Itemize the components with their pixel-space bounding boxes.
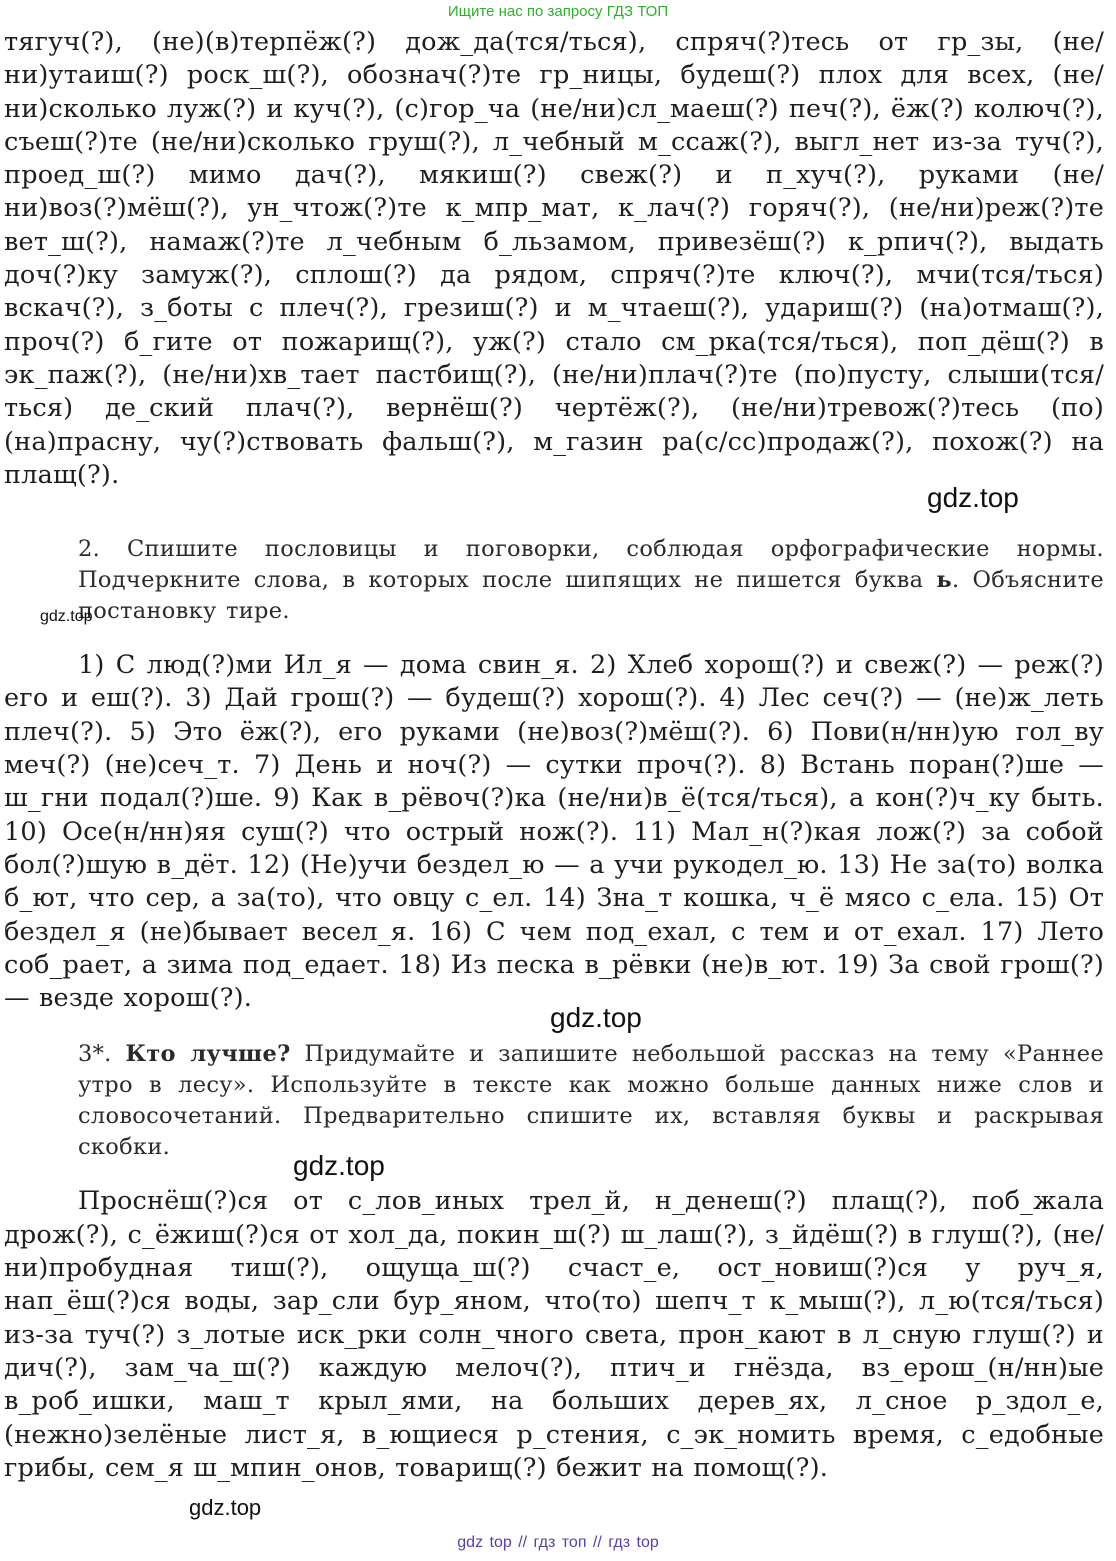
watermark-4: gdz.top	[293, 1150, 385, 1181]
task-3-number: 3*.	[78, 1041, 112, 1068]
watermark-3: gdz.top	[550, 1002, 642, 1033]
task-2-instructions	[4, 534, 1104, 627]
exercise-3-words: Проснёш(?)ся от с_лов_иных трел_й, н_денеш(?) плащ(?), поб_жала дрож(?), с_ёжиш(?)ся от хол_да, покин_ш(?) ш_лаш(?), з_йдёш(?) в глуш(?), (не/ни)пробудная тиш(?), ощуща_ш(?) счаст_е, ост_новиш(?)ся у руч_я, нап_ёш(?)ся воды, зар_сли бур_яном, что(то) шепч_т к_мыш(?), л_ю(тся/ться) из-за туч(?) з_лотые иск_рки солн_чного света, прон_кают в л_сную глуш(?) и дич(?), зам_ча_ш(?) каждую мелоч(?), птич_и гнёзда, вз_ерош_(н/нн)ые в_роб_ишки, маш_т крыл_ями, на больших дерев_ях, л_сное р_здол_е, (нежно)зелёные лист_я, в_ющиеся р_стения, с_эк_номить время, с_едобные грибы, сем_я ш_мпин_онов, товарищ(?) бежит на помощ(?).	[4, 1186, 1104, 1483]
task-3-instructions	[4, 1039, 1104, 1163]
task-2-number: 2.	[78, 536, 101, 563]
footer-links[interactable]: gdz top // гдз топ // гдз top	[457, 1534, 659, 1551]
task-3-bold-label: Кто лучше?	[125, 1041, 291, 1068]
exercise-1-words: тягуч(?), (не)(в)терпёж(?) дож_да(тся/ться), спряч(?)тесь от гр_зы, (не/ни)утаиш(?) роск_ш(?), обознач(?)те гр_ницы, будеш(?) плох для всех, (не/ни)сколько луж(?) и куч(?), (с)гор_ча (не/ни)сл_маеш(?) печ(?), ёж(?) колюч(?), съеш(?)те (не/ни)сколько груш(?), л_чебный м_ссаж(?), выгл_нет из-за туч(?), проед_ш(?) мимо дач(?), мякиш(?) свеж(?) и п_хуч(?), руками (не/ни)воз(?)мёш(?), ун_чтож(?)те к_мпр_мат, к_лач(?) горяч(?), (не/ни)реж(?)те вет_ш(?), намаж(?)те л_чебным б_льзамом, привезёш(?) к_рпич(?), выдать доч(?)ку замуж(?), сплош(?) да рядом, спряч(?)те ключ(?), мчи(тся/ться) вскач(?), з_боты с плеч(?), грезиш(?) и м_чтаеш(?), удариш(?) (на)отмаш(?), проч(?) б_гите от пожарищ(?), уж(?) стало см_рка(тся/ться), поп_дёш(?) в эк_паж(?), (не/ни)хв_тает пастбищ(?), (не/ни)плач(?)те (по)пусту, слыши(тся/ться) де_ский плач(?), вернёш(?) чертёж(?), (не/ни)тревож(?)тесь (по)(на)прасну, чу(?)ствовать фальш(?), м_газин ра(с/сс)продаж(?), похож(?) на плащ(?).	[4, 27, 1104, 490]
task-2-text-before: Спишите пословицы и поговорки, соблюдая орфографические нормы. Подчеркните слова, в которых после шипящих не пишется буква	[78, 536, 1105, 594]
task-2-text-after: . Объясните постановку тире.	[78, 567, 1105, 625]
textbook-page	[4, 26, 1104, 1485]
watermark-5: gdz.top	[189, 1495, 262, 1520]
search-banner: Ищите нас по запросу ГДЗ ТОП	[447, 3, 669, 20]
task-3-text: Придумайте и запишите небольшой рассказ на тему «Раннее утро в лесу». Используйте в тексте как можно больше данных ниже слов и словосочетаний. Предварительно спишите их, вставляя буквы и раскрывая скобки.	[78, 1041, 1104, 1161]
watermark-2: gdz.top	[40, 608, 93, 625]
exercise-2-proverbs: 1) С люд(?)ми Ил_я — дома свин_я. 2) Хлеб хорош(?) и свеж(?) — реж(?) его и еш(?). 3) Дай грош(?) — будеш(?) хорош(?). 4) Лес сеч(?) — (не)ж_леть плеч(?). 5) Это ёж(?), его руками (не)воз(?)мёш(?). 6) Пови(н/нн)ую гол_ву меч(?) (не)сеч_т. 7) День и ноч(?) — сутки проч(?). 8) Встань поран(?)ше — ш_гни подал(?)ше. 9) Как в_рёвоч(?)ка (не/ни)в_ё(тся/ться), а кон(?)ч_ку быть. 10) Осе(н/нн)яя суш(?) что острый нож(?). 11) Мал_н(?)кая лож(?) за собой бол(?)шую в_дёт. 12) (Не)учи бездел_ю — а учи рукодел_ю. 13) Не за(то) волка б_ют, что сер, а за(то), что овцу с_ел. 14) Зна_т кошка, ч_ё мясо с_ела. 15) От бездел_я (не)бывает весел_я. 16) С чем под_ехал, с тем и от_ехал. 17) Лето соб_рает, а зима под_едает. 18) Из песка в_рёвки (не)в_ют. 19) За свой грош(?) — везде хорош(?).	[4, 650, 1104, 1014]
soft-sign-letter: ь	[936, 567, 952, 594]
watermark-1: gdz.top	[927, 482, 1019, 513]
